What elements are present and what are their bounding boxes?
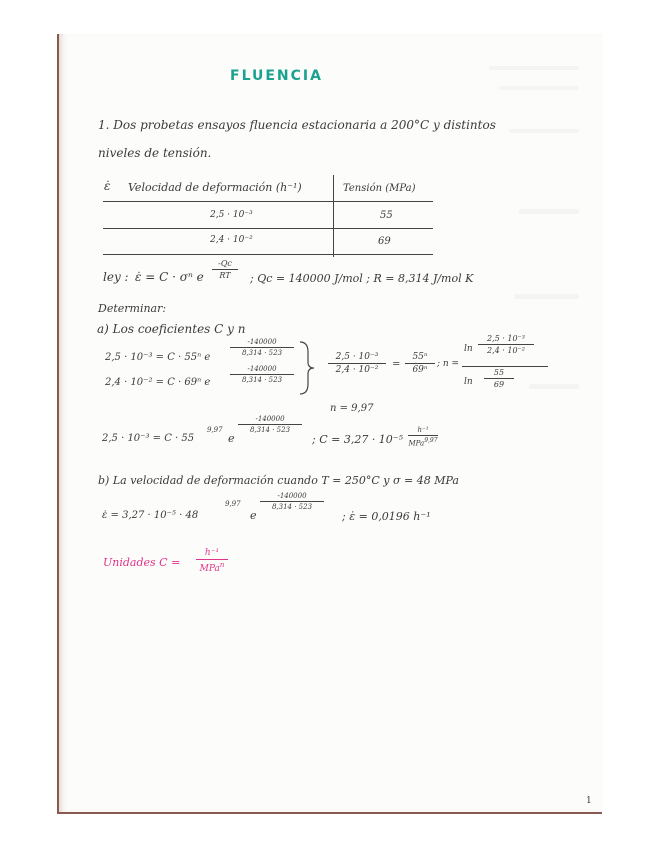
pow-den: 69ⁿ [412, 365, 428, 375]
c-result: ; C = 3,27 · 10⁻⁵ [312, 433, 404, 446]
bleed-through [519, 209, 579, 214]
exp-num: -140000 [247, 365, 277, 373]
exp-den: 8,314 · 523 [271, 503, 313, 511]
c-exp-power: 9,97 [207, 426, 223, 434]
n-label: ; n = [437, 359, 460, 369]
fraction-bar [408, 435, 438, 436]
law-exp-den: RT [219, 271, 231, 280]
exp-num: -140000 [277, 492, 307, 500]
units-fraction [196, 548, 228, 574]
problem-line-1: 1. Dos probetas ensayos fluencia estacionaria a 200°C y distintos [98, 118, 496, 132]
pow-num: 55ⁿ [412, 352, 428, 362]
exp-den: 8,314 · 523 [241, 376, 283, 384]
brace-icon [296, 340, 316, 396]
fraction-bar [212, 269, 238, 270]
c-exponent [238, 415, 302, 434]
part-a-eq2: 2,4 · 10⁻² = C · 69ⁿ e [105, 377, 211, 388]
exp-den: 8,314 · 523 [241, 349, 283, 357]
part-b-exponent [260, 492, 324, 511]
fraction-bar [260, 501, 324, 502]
table-column-divider [333, 175, 334, 257]
units-num: h⁻¹ [204, 548, 220, 558]
ln-main-bar [462, 366, 548, 367]
c-unit [408, 426, 438, 447]
law-label: ley : [103, 270, 129, 284]
c-unit-den-base: MPa [408, 439, 425, 448]
table-row-1-stress: 55 [380, 210, 393, 221]
ratio-num: 2,5 · 10⁻³ [335, 352, 379, 362]
law-equation: ε̇ = C · σⁿ e [135, 270, 204, 284]
c-unit-den [408, 437, 438, 447]
units-den [196, 561, 228, 574]
fraction-bar [405, 363, 435, 364]
part-a-eq1-exponent [230, 338, 294, 357]
ratio-right [405, 352, 435, 375]
table-row-2-rate: 2,4 · 10⁻² [210, 235, 253, 245]
ln-bottom: ln [464, 377, 473, 387]
ln-bottom-arg [484, 368, 514, 389]
part-a-label: a) Los coeficientes C y n [97, 322, 246, 336]
units-den-base: MPa [199, 564, 220, 574]
ln-den: 2,4 · 10⁻² [487, 346, 525, 355]
ln-top-arg [478, 334, 534, 355]
part-a-eq1: 2,5 · 10⁻³ = C · 55ⁿ e [105, 352, 211, 363]
c-unit-den-exp: 9,97 [424, 437, 438, 444]
c-unit-num: h⁻¹ [417, 426, 429, 434]
law-exp-num: -Qc [218, 259, 232, 268]
ln-top: ln [464, 344, 473, 354]
bleed-through [514, 294, 579, 299]
part-b-power: 9,97 [225, 500, 241, 508]
table-row-rule [103, 228, 433, 229]
part-b-equation: ε̇ = 3,27 · 10⁻⁵ · 48 [102, 510, 199, 521]
page-number: 1 [586, 796, 592, 806]
n-result: n = 9,97 [330, 403, 374, 414]
bleed-through [489, 66, 579, 70]
part-b-e: e [250, 509, 257, 522]
ratio-den: 2,4 · 10⁻² [335, 365, 379, 375]
exp-den: 8,314 · 523 [249, 426, 291, 434]
problem-line-2: niveles de tensión. [98, 146, 212, 160]
fraction-bar [230, 347, 294, 348]
c-equation: 2,5 · 10⁻³ = C · 55 [102, 433, 195, 444]
exp-num: -140000 [247, 338, 277, 346]
law-exponent [212, 259, 238, 280]
fraction-bar [230, 374, 294, 375]
exp-num: -140000 [255, 415, 285, 423]
law-constants: ; Qc = 140000 J/mol ; R = 8,314 J/mol K [250, 272, 474, 285]
header-rate: Velocidad de deformación (h⁻¹) [128, 181, 302, 194]
ln2-num: 55 [493, 368, 505, 377]
c-e: e [228, 432, 235, 445]
ratio-left [328, 352, 386, 375]
table-header-rule [103, 201, 433, 202]
units-label: Unidades C = [103, 556, 181, 569]
part-b-result: ; ε̇ = 0,0196 h⁻¹ [342, 510, 431, 523]
fraction-bar [478, 344, 534, 345]
fraction-bar [238, 424, 302, 425]
fraction-bar [196, 559, 228, 560]
fraction-bar [484, 378, 514, 379]
strain-rate-symbol: ε̇ [104, 179, 111, 193]
bleed-through [529, 384, 579, 389]
fraction-bar [328, 363, 386, 364]
bleed-through [499, 86, 579, 90]
part-b-label: b) La velocidad de deformación cuando T = 250°C y σ = 48 MPa [98, 474, 459, 487]
bleed-through [509, 129, 579, 133]
table-bottom-rule [103, 254, 433, 255]
table-row-1-rate: 2,5 · 10⁻³ [210, 210, 253, 220]
header-stress: Tensión (MPa) [343, 183, 416, 194]
page-title: FLUENCIA [230, 68, 323, 84]
part-a-eq2-exponent [230, 365, 294, 384]
ln2-den: 69 [493, 380, 505, 389]
table-row-2-stress: 69 [378, 236, 391, 247]
ln-num: 2,5 · 10⁻³ [487, 334, 525, 343]
determinar-label: Determinar: [98, 302, 167, 315]
units-den-exp: n [219, 561, 225, 569]
ratio-equals: = [392, 359, 401, 370]
